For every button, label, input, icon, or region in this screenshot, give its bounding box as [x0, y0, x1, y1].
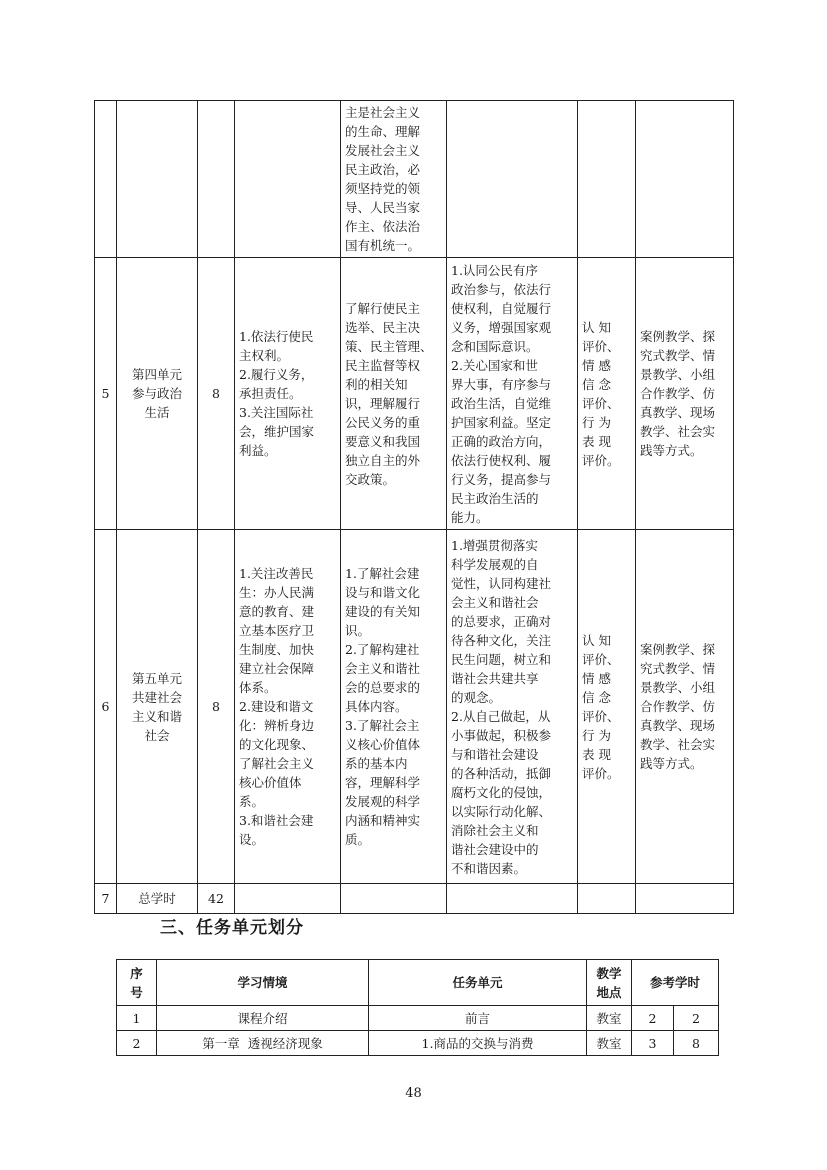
evaluation-cell — [578, 884, 636, 914]
task-no: 1 — [117, 1006, 157, 1031]
header-no: 序 号 — [117, 960, 157, 1006]
unit-hours: 8 — [198, 258, 235, 530]
ability-cell — [447, 884, 578, 914]
header-location: 教学 地点 — [587, 960, 632, 1006]
row-number: 7 — [95, 884, 117, 914]
table-row — [117, 1031, 719, 1056]
task-hours-b: 2 — [674, 1006, 719, 1031]
method-cell — [636, 101, 734, 258]
method-cell: 案例教学、探 究式教学、情 景教学、小组 合作教学、仿 真教学、现场 教学、社会实 践等方式。 — [636, 530, 734, 884]
unit-name — [117, 101, 198, 258]
task-scenario: 第一章 透视经济现象 — [157, 1031, 369, 1056]
task-hours-a: 2 — [632, 1006, 674, 1031]
task-unit: 1.商品的交换与消费 — [369, 1031, 587, 1056]
header-hours: 参考学时 — [632, 960, 719, 1006]
table-row-total — [95, 884, 734, 914]
task-table — [116, 959, 719, 1056]
task-scenario: 课程介绍 — [157, 1006, 369, 1031]
unit-hours — [198, 101, 235, 258]
unit-name: 第五单元 共建社会 主义和谐 社会 — [117, 530, 198, 884]
unit-name: 总学时 — [117, 884, 198, 914]
knowledge-cell: 1.了解社会建 设与和谐文化 建设的有关知 识。 2.了解构建社 会主义和谐社 会的总要求的 具体内容。 3.了解社会主 义核心价值体 系的基本内 容，理解科学 发展观的科学 内涵和精神实 质。 — [341, 530, 447, 884]
method-cell — [636, 884, 734, 914]
ability-cell — [447, 101, 578, 258]
unit-hours: 42 — [198, 884, 235, 914]
knowledge-cell: 主是社会主义 的生命、理解 发展社会主义 民主政治，必 须坚持党的领 导、人民当家 作主、依法治 国有机统一。 — [341, 101, 447, 258]
evaluation-cell: 认 知 评价、 情 感 信 念 评价、 行 为 表 现 评价。 — [578, 258, 636, 530]
content-cell — [235, 884, 341, 914]
row-number: 5 — [95, 258, 117, 530]
content-cell: 1.依法行使民 主权利。 2.履行义务， 承担责任。 3.关注国际社 会，维护国家 利益。 — [235, 258, 341, 530]
table-row — [117, 1006, 719, 1031]
table-row — [95, 101, 734, 258]
content-cell — [235, 101, 341, 258]
evaluation-cell — [578, 101, 636, 258]
content-cell: 1.关注改善民 生：办人民满 意的教育、建 立基本医疗卫 生制度、加快 建立社会保障 体系。 2.建设和谐文 化：辨析身边 的文化现象、 了解社会主义 核心价值体 系。 3.和谐社会建 设。 — [235, 530, 341, 884]
task-location: 教室 — [587, 1006, 632, 1031]
table-header-row — [117, 960, 719, 1006]
method-cell: 案例教学、探 究式教学、情 景教学、小组 合作教学、仿 真教学、现场 教学、社会实 践等方式。 — [636, 258, 734, 530]
evaluation-cell: 认 知 评价、 情 感 信 念 评价、 行 为 表 现 评价。 — [578, 530, 636, 884]
header-scenario: 学习情境 — [157, 960, 369, 1006]
page-number: 48 — [405, 1086, 422, 1101]
task-unit: 前言 — [369, 1006, 587, 1031]
unit-table — [94, 100, 734, 914]
table-row — [95, 530, 734, 884]
unit-name: 第四单元 参与政治 生活 — [117, 258, 198, 530]
task-location: 教室 — [587, 1031, 632, 1056]
task-hours-a: 3 — [632, 1031, 674, 1056]
task-hours-b: 8 — [674, 1031, 719, 1056]
ability-cell: 1.增强贯彻落实 科学发展观的自 觉性，认同构建社 会主义和谐社会 的总要求，正确对 待各种文化，关注 民生问题，树立和 谐社会共建共享 的观念。 2.从自己做起，从 小事做起，积极参 与和谐社会建设 的各种活动，抵御 腐朽文化的侵蚀， 以实际行动化解、 消除社会主义和 谐社会建设中的 不和谐因素。 — [447, 530, 578, 884]
table-row — [95, 258, 734, 530]
knowledge-cell — [341, 884, 447, 914]
row-number — [95, 101, 117, 258]
knowledge-cell: 了解行使民主 选举、民主决 策、民主管理、 民主监督等权 利的相关知 识，理解履行 公民义务的重 要意义和我国 独立自主的外 交政策。 — [341, 258, 447, 530]
section-title: 三、任务单元划分 — [160, 918, 304, 938]
header-task: 任务单元 — [369, 960, 587, 1006]
task-no: 2 — [117, 1031, 157, 1056]
ability-cell: 1.认同公民有序 政治参与，依法行 使权利，自觉履行 义务，增强国家观 念和国际意识。 2.关心国家和世 界大事，有序参与 政治生活，自觉维 护国家利益。坚定 正确的政治方向， 依法行使权利、履 行义务，提高参与 民主政治生活的 能力。 — [447, 258, 578, 530]
unit-hours: 8 — [198, 530, 235, 884]
row-number: 6 — [95, 530, 117, 884]
